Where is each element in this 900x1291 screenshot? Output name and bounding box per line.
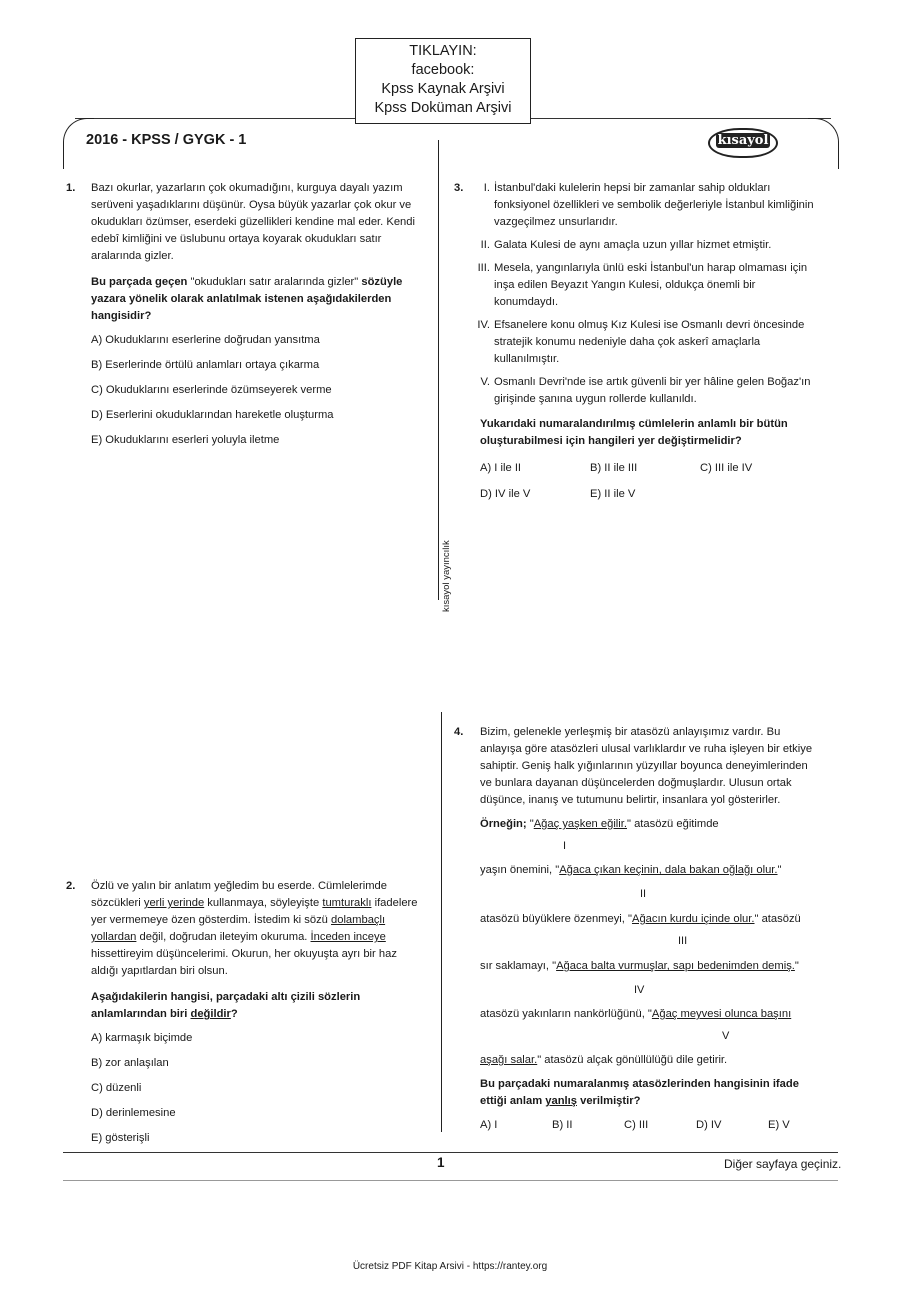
option[interactable]: D) IV (696, 1119, 722, 1131)
question-text: Bazı okurlar, yazarların çok okumadığını, kurguya dayalı yazım serüveni yaşadıklarını düşünür. Oysa büyük yazarlar çok okur ve okudukları özümser, eserdeki güzellikleri kendine mal eder. Kendi edebî kimliğini ve üslubunu ortaya koyarak okudukları satır aralarında gizler. (91, 182, 415, 262)
option[interactable]: B) II (552, 1119, 573, 1131)
numbered-sentence: I. İstanbul'daki kulelerin hepsi bir zamanlar sahip oldukları fonksiyonel özellikleri ve sembolik değerleriyle İstanbul kimliğinin vazgeçilmez unsurlarıdır. (483, 182, 814, 228)
footer-rule-lower (63, 1180, 838, 1181)
option[interactable]: B) zor anlaşılan (91, 1057, 169, 1069)
stamp-line: TIKLAYIN: (409, 43, 477, 59)
exam-title: 2016 - KPSS / GYGK - 1 (86, 132, 247, 148)
logo-text: kısayol (717, 133, 769, 148)
option[interactable]: D) IV ile V (480, 488, 531, 500)
next-page-note: Diğer sayfaya geçiniz. (724, 1157, 842, 1171)
question-number: 3. (454, 182, 464, 194)
example-line: atasözü büyüklere özenmeyi, "Ağacın kurdu içinde olur." atasözü (480, 913, 801, 925)
example-line: sır saklamayı, "Ağaca balta vurmuşlar, sapı bedenimden demiş." (480, 960, 799, 972)
option[interactable]: C) Okuduklarını eserlerinde özümseyerek verme (91, 384, 332, 396)
question-number: 1. (66, 182, 76, 194)
option[interactable]: B) Eserlerinde örtülü anlamları ortaya çıkarma (91, 359, 320, 371)
page-number: 1 (437, 1155, 445, 1170)
stamp-line: facebook: (411, 62, 475, 78)
publisher-logo (708, 128, 778, 158)
option[interactable]: E) II ile V (590, 488, 636, 500)
numbered-sentence: V. Osmanlı Devri'nde ise artık güvenli bir yer hâline gelen Boğaz'ın girişinde şanına uygun rollerde kullanıldı. (480, 376, 811, 405)
option[interactable]: D) derinlemesine (91, 1107, 176, 1119)
footer-rule (63, 1152, 838, 1153)
question-1 (91, 180, 423, 449)
option[interactable]: A) I (480, 1119, 498, 1131)
header-corner-right (808, 118, 839, 169)
option[interactable]: A) I ile II (480, 462, 522, 474)
column-divider-lower (441, 712, 442, 1132)
option[interactable]: A) karmaşık biçimde (91, 1032, 193, 1044)
header-rule-left (75, 118, 357, 119)
question-stem: Aşağıdakilerin hangisi, parçadaki altı çizili sözlerin anlamlarından biri değildir? (91, 991, 361, 1020)
example-line: aşağı salar." atasözü alçak gönüllülüğü dile getirir. (480, 1054, 728, 1066)
question-stem: Bu parçadaki numaralanmış atasözlerinden hangisinin ifade ettiği anlam yanlış verilmiştir? (480, 1078, 799, 1107)
option[interactable]: E) Okuduklarını eserleri yoluyla iletme (91, 434, 280, 446)
question-2 (91, 878, 423, 1147)
question-text: Özlü ve yalın bir anlatım yeğledim bu eserde. Cümlelerimde sözcükleri yerli yerinde kullanmaya, söyleyişte tumturaklı ifadelere yer vermemeye özen gösterdim. İstedim ki sözü dolambaçlı yollardan değil, doğrudan ileteyim okuruma. İnceden inceye hissettireyim düşüncelerimi. Okurun, her okuyuşta ayrı bir haz aldığı yapıtlardan biri olsun. (91, 880, 418, 977)
example-line: yaşın önemini, "Ağaca çıkan keçinin, dala bakan oğlağı olur." (480, 864, 782, 876)
option[interactable]: E) V (768, 1119, 790, 1131)
option[interactable]: C) düzenli (91, 1082, 142, 1094)
numbered-sentence: III. Mesela, yangınlarıyla ünlü eski İstanbul'un harap olmaması için inşa edilen Beyazıt Yangın Kulesi, oldukça önemli bir konumdaydı. (477, 262, 808, 308)
promo-stamp[interactable] (355, 38, 531, 124)
example-line: atasözü yakınların nankörlüğünü, "Ağaç meyvesi olunca başını (480, 1008, 792, 1020)
numeral-marker: V (722, 1030, 730, 1042)
question-stem: Yukarıdaki numaralandırılmış cümlelerin anlamlı bir bütün oluşturabilmesi için hangileri yer değiştirmelidir? (480, 418, 788, 447)
question-4 (480, 724, 816, 809)
numbered-sentence: IV. Efsanelere konu olmuş Kız Kulesi ise Osmanlı devri öncesinde stratejik konumu nedeniyle daha çok askerî amaçlarla kullanılmıştır. (477, 319, 805, 365)
question-3 (470, 180, 816, 503)
option[interactable]: A) Okuduklarını eserlerine doğrudan yansıtma (91, 334, 320, 346)
option[interactable]: E) gösterişli (91, 1132, 150, 1144)
header-rule-right (531, 118, 831, 119)
stamp-line: Kpss Doküman Arşivi (374, 100, 512, 116)
question-stem: Bu parçada geçen "okudukları satır aralarında gizler" sözüyle yazara yönelik olarak anlatılmak istenen aşağıdakilerden hangisidir? (91, 276, 403, 322)
numeral-marker: II (640, 888, 647, 900)
numeral-marker: IV (634, 984, 645, 996)
numeral-marker: III (678, 935, 688, 947)
question-number: 2. (66, 880, 76, 892)
option[interactable]: D) Eserlerini okuduklarından hareketle oluşturma (91, 409, 334, 421)
example-line: Örneğin; "Ağaç yaşken eğilir." atasözü eğitimde (480, 818, 719, 830)
source-credit[interactable]: Ücretsiz PDF Kitap Arsivi - https://rantey.org (352, 1261, 548, 1272)
option[interactable]: B) II ile III (590, 462, 638, 474)
stamp-line: Kpss Kaynak Arşivi (381, 81, 505, 97)
question-text: Bizim, gelenekle yerleşmiş bir atasözü anlayışımız vardır. Bu anlayışa göre atasözleri ulusal varlıklardır ve ruha işleyen bir etkiye sahiptir. Geniş halk yığınlarının yüzyıllar boyunca deneyimlerinden ve bunlara dayanan düşüncelerden doğmuşlardır. Ulusun ortak düşünce, inanış ve tutumunu belirtir, insanlara yol gösterirler. (480, 726, 813, 806)
option[interactable]: C) III (624, 1119, 649, 1131)
numbered-sentence: II. Galata Kulesi de aynı amaçla uzun yıllar hizmet etmiştir. (480, 239, 772, 251)
option[interactable]: C) III ile IV (700, 462, 753, 474)
question-number: 4. (454, 726, 464, 738)
numeral-marker: I (563, 840, 567, 852)
publisher-side-label: kısayol yayıncılık (441, 540, 452, 612)
